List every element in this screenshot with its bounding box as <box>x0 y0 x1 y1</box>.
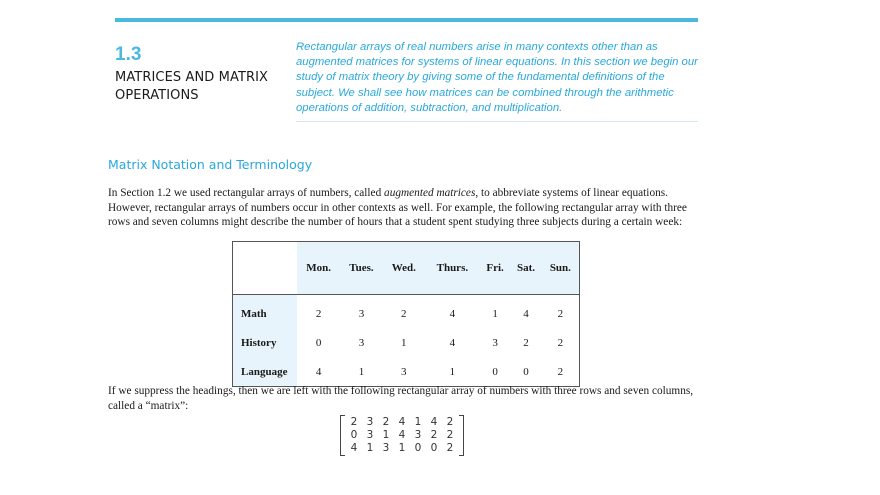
column-header: Mon. <box>297 242 340 295</box>
right-bracket <box>459 415 464 456</box>
table-corner-cell <box>233 242 298 295</box>
table-cell: 1 <box>449 365 456 378</box>
row-header: Language <box>233 357 298 387</box>
matrix-row <box>346 416 458 429</box>
matrix-entry: 0 <box>350 429 358 441</box>
matrix-entry: 1 <box>366 442 374 454</box>
table-cell: 2 <box>315 307 322 320</box>
matrix-entry: 0 <box>414 442 422 454</box>
matrix-entry: 1 <box>382 429 390 441</box>
row-header: History <box>233 328 298 357</box>
top-accent-rule <box>115 18 698 22</box>
matrix-entry: 2 <box>430 429 438 441</box>
matrix-entry: 0 <box>430 442 438 454</box>
paragraph-text: In Section 1.2 we used rectangular arrays of numbers, called <box>108 187 385 199</box>
matrix-entry: 3 <box>366 416 374 428</box>
matrix-row <box>346 429 458 442</box>
matrix <box>340 415 464 456</box>
table-cell: 1 <box>492 307 498 320</box>
matrix-entry: 4 <box>398 429 406 441</box>
paragraph-matrix-intro: If we suppress the headings, then we are left with the following rectangular array of numbers with three rows and seven columns, called a “matrix”: <box>108 385 694 412</box>
matrix-body <box>345 415 459 456</box>
table-cell: 2 <box>401 307 407 320</box>
table-cell: 3 <box>358 307 365 320</box>
table-header-row <box>233 242 580 295</box>
matrix-entry: 2 <box>446 416 454 428</box>
intro-divider <box>296 121 698 122</box>
table-cell: 0 <box>523 365 529 378</box>
row-header: Math <box>233 295 298 329</box>
matrix-entry: 3 <box>414 429 422 441</box>
section-number: 1.3 <box>115 44 142 65</box>
table-cell: 2 <box>557 336 564 349</box>
table-cell: 3 <box>358 336 365 349</box>
matrix-entry: 3 <box>366 429 374 441</box>
table-cell: 0 <box>492 365 498 378</box>
matrix-entry: 4 <box>350 442 358 454</box>
study-hours-table <box>232 241 580 387</box>
matrix-entry: 2 <box>446 429 454 441</box>
column-header: Wed. <box>383 242 425 295</box>
section-title: MATRICES AND MATRIX OPERATIONS <box>115 70 269 103</box>
emphasis-term: augmented matrices <box>384 187 476 199</box>
table-row <box>233 357 580 387</box>
table-cell: 0 <box>315 336 322 349</box>
column-header: Sat. <box>510 242 541 295</box>
table-cell: 4 <box>449 307 456 320</box>
paragraph-intro <box>108 186 708 230</box>
subheading: Matrix Notation and Terminology <box>108 157 313 172</box>
table-cell: 4 <box>449 336 456 349</box>
matrix-entry: 1 <box>414 416 422 428</box>
table-cell: 2 <box>557 307 564 320</box>
matrix-entry: 2 <box>446 442 454 454</box>
table-cell: 4 <box>315 365 322 378</box>
matrix-entry: 1 <box>398 442 406 454</box>
matrix-entry: 4 <box>430 416 438 428</box>
column-header: Thurs. <box>425 242 480 295</box>
table-cell: 3 <box>492 336 498 349</box>
section-intro: Rectangular arrays of real numbers arise in many contexts other than as augmented matrices for systems of linear equations. In this section we begin our study of matrix theory by giving some of the fundamental definitions of the subject. We shall see how matrices can be combined through the arithmetic operations of addition, subtraction, and multiplication. <box>296 41 698 114</box>
table-cell: 1 <box>358 365 365 378</box>
table-cell: 3 <box>401 365 407 378</box>
table-row <box>233 295 580 329</box>
table-cell: 2 <box>523 336 529 349</box>
matrix-row <box>346 442 458 455</box>
table-row <box>233 328 580 357</box>
paragraph-text: , to abbreviate systems of linear equations. However, rectangular arrays of numbers occur in other contexts as well. For example, the following rectangular array with three rows and seven columns might describe the number of hours that a student spent studying three subjects during a certain week: <box>108 187 687 229</box>
column-header: Fri. <box>480 242 510 295</box>
column-header: Tues. <box>340 242 383 295</box>
table-cell: 4 <box>523 307 529 320</box>
matrix-entry: 2 <box>382 416 390 428</box>
matrix-entry: 3 <box>382 442 390 454</box>
column-header: Sun. <box>542 242 580 295</box>
matrix-entry: 4 <box>398 416 406 428</box>
matrix-entry: 2 <box>350 416 358 428</box>
table-cell: 1 <box>401 336 407 349</box>
table-cell: 2 <box>557 365 564 378</box>
